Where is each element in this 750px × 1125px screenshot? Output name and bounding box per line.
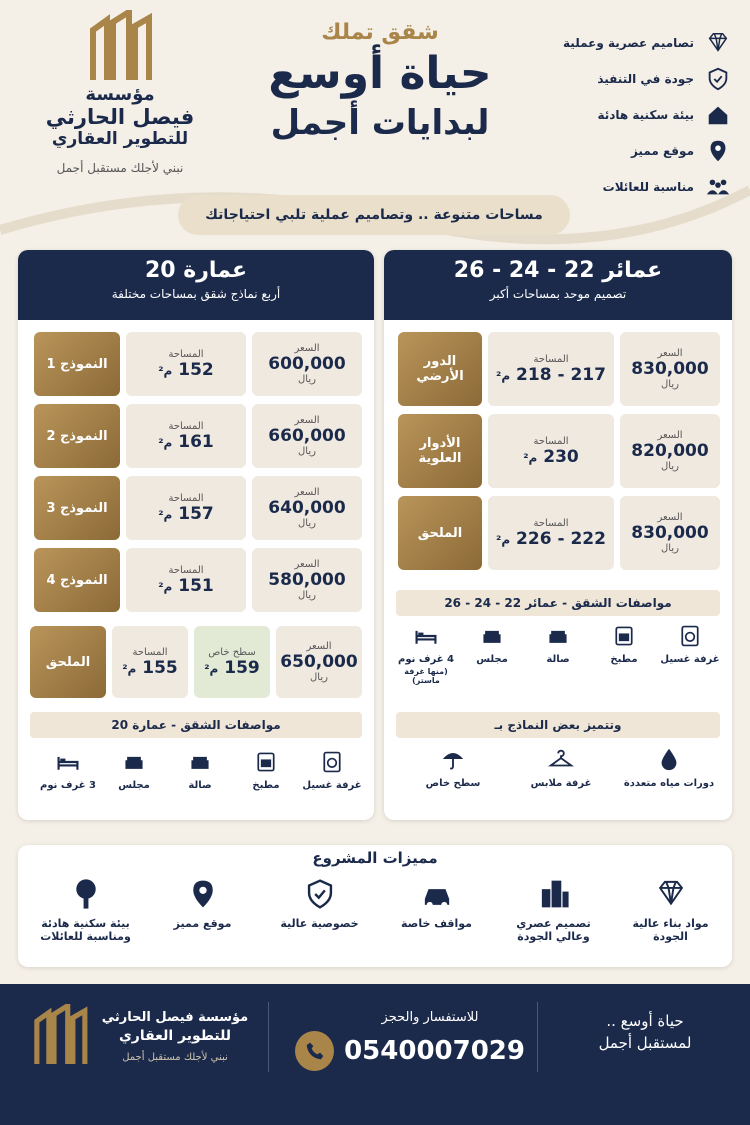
unit-label: م² [158, 363, 173, 378]
spec-item [170, 748, 230, 791]
area-label: المساحة [132, 646, 168, 658]
buildings-icon [537, 877, 571, 911]
project-feature [498, 875, 609, 943]
sofa-icon [188, 750, 212, 774]
location-pin-icon [705, 138, 731, 164]
floor-label: الدور الأرضي [398, 332, 482, 406]
apartment-row [398, 414, 720, 488]
umbrella-icon [440, 746, 466, 772]
feature-label: مناسبة للعائلات [602, 180, 694, 194]
diamond-icon [654, 877, 688, 911]
area-cell [488, 496, 614, 570]
apartment-row [34, 404, 362, 468]
diamond-icon [705, 30, 731, 56]
card-header [18, 250, 374, 320]
feature-item [502, 61, 732, 97]
area-label: المساحة [168, 564, 204, 576]
price-cell [620, 496, 720, 570]
company-tagline: نبني لأجلك مستقبل أجمل [122, 1052, 228, 1063]
features-list [502, 25, 732, 205]
card-subtitle: تصميم موحد بمساحات أكبر [489, 287, 627, 301]
currency-label: ريال [298, 446, 316, 457]
area-cell [126, 548, 246, 612]
currency-label: ريال [661, 379, 679, 390]
project-title: مميزات المشروع [312, 849, 438, 867]
extra-label: غرفة ملابس [530, 778, 592, 789]
project-feature-label: خصوصية عالية [280, 917, 359, 930]
price-value: 660,000 [268, 426, 346, 446]
phone-number[interactable]: 0540007029 [344, 1036, 525, 1066]
spec-item [396, 622, 456, 685]
spec-item [594, 622, 654, 665]
hanger-icon [548, 746, 574, 772]
feature-label: موقع مميز [630, 144, 694, 158]
spec-label: صالة [188, 780, 212, 791]
roof-cell [194, 626, 270, 698]
area-cell [112, 626, 188, 698]
logo-icon [85, 10, 155, 80]
sofa-icon [546, 624, 570, 648]
extras-title: وتتميز بعض النماذج بـ [396, 712, 720, 738]
area-label: المساحة [533, 353, 569, 365]
area-label: المساحة [168, 492, 204, 504]
price-cell [252, 476, 362, 540]
currency-label: ريال [310, 672, 328, 683]
spec-item [104, 748, 164, 791]
area-label: المساحة [533, 435, 569, 447]
project-feature-label: بيئة سكنية هادئة ومناسبة للعائلات [40, 917, 131, 943]
area-value: 155 [142, 657, 178, 678]
company-line2: للتطوير العقاري [118, 1028, 232, 1044]
footer-divider [537, 1002, 538, 1072]
apartment-row [398, 496, 720, 570]
washer-icon [320, 750, 344, 774]
area-cell [488, 332, 614, 406]
footer-divider [268, 1002, 269, 1072]
card-title: عمارة 20 [145, 258, 247, 283]
extra-feature [402, 746, 504, 789]
area-label: المساحة [168, 348, 204, 360]
headline-main: حياة أوسع [268, 48, 492, 99]
area-cell [488, 414, 614, 488]
area-value: 152 [178, 359, 214, 380]
headline-sub: لبدايات أجمل [270, 103, 490, 143]
headline-top: شقق تملك [321, 20, 439, 45]
extra-label: سطح خاص [425, 778, 481, 789]
spec-label: مطبخ [252, 780, 280, 791]
floor-label: الملحق [398, 496, 482, 570]
unit-label: م² [158, 435, 173, 450]
area-cell [126, 404, 246, 468]
project-feature [264, 875, 375, 930]
logo-tagline: نبني لأجلك مستقبل أجمل [56, 161, 184, 175]
apartment-row [34, 476, 362, 540]
currency-label: ريال [298, 590, 316, 601]
roof-label: سطح خاص [208, 646, 256, 658]
area-label: المساحة [533, 517, 569, 529]
sofa-icon [480, 624, 504, 648]
spec-label: 3 غرف نوم [40, 780, 96, 791]
area-value: 151 [178, 575, 214, 596]
project-features [18, 845, 732, 967]
feature-item [502, 25, 732, 61]
spec-label: 4 غرف نوم [398, 654, 454, 665]
currency-label: ريال [298, 374, 316, 385]
buildings-22-24-26-card [384, 250, 732, 820]
project-feature [615, 875, 726, 943]
model-label: النموذج 1 [34, 332, 120, 396]
water-drop-icon [656, 746, 682, 772]
location-pin-icon [186, 877, 220, 911]
annex-row [30, 626, 362, 698]
floor-label: الأدوار العلوية [398, 414, 482, 488]
price-label: السعر [294, 415, 320, 426]
project-feature-label: موقع مميز [173, 917, 232, 930]
spec-label: مطبخ [610, 654, 638, 665]
family-icon [705, 174, 731, 200]
card-title: عمائر 22 - 24 - 26 [453, 258, 663, 283]
price-value: 830,000 [631, 523, 709, 543]
apartment-row [34, 548, 362, 612]
model-label: النموذج 4 [34, 548, 120, 612]
price-label: السعر [294, 487, 320, 498]
annex-label: الملحق [30, 626, 106, 698]
apartment-row [34, 332, 362, 396]
feature-label: جودة في التنفيذ [597, 72, 694, 86]
specs-title: مواصفات الشقق - عمائر 22 - 24 - 26 [396, 590, 720, 616]
oven-icon [254, 750, 278, 774]
price-cell [252, 548, 362, 612]
price-value: 640,000 [268, 498, 346, 518]
spec-item [38, 748, 98, 791]
spec-item [528, 622, 588, 665]
apartment-row [398, 332, 720, 406]
logo-line2: فيصل الحارثي [45, 105, 195, 129]
area-value: 230 [543, 446, 579, 467]
area-cell [126, 332, 246, 396]
feature-label: تصاميم عصرية وعملية [563, 36, 694, 50]
price-label: السعر [294, 343, 320, 354]
project-feature-label: مواقف خاصة [401, 917, 472, 930]
contact-block [295, 1010, 525, 1071]
price-value: 830,000 [631, 359, 709, 379]
area-value: 157 [178, 503, 214, 524]
car-icon [420, 877, 454, 911]
project-feature [147, 875, 258, 930]
footer-slogan [590, 1012, 700, 1052]
price-cell [276, 626, 362, 698]
headline [235, 20, 525, 143]
spec-item [236, 748, 296, 791]
currency-label: ريال [298, 518, 316, 529]
feature-item [502, 97, 732, 133]
spec-label: غرفة غسيل [302, 780, 362, 791]
extra-feature [618, 746, 720, 789]
phone-icon[interactable] [295, 1031, 334, 1071]
unit-label: م² [122, 661, 137, 676]
price-cell [252, 332, 362, 396]
extra-label: دورات مياه متعددة [623, 778, 715, 789]
price-cell [252, 404, 362, 468]
specs-title: مواصفات الشقق - عمارة 20 [30, 712, 362, 738]
contact-label: للاستفسار والحجز [381, 1010, 479, 1025]
tagline-banner: مساحات متنوعة .. وتصاميم عملية تلبي احتياجاتك [178, 195, 570, 235]
shield-icon [705, 66, 731, 92]
spec-label: صالة [546, 654, 570, 665]
price-label: السعر [306, 641, 332, 652]
spec-label: مجلس [476, 654, 508, 665]
building-20-card [18, 250, 374, 820]
logo-icon [30, 1004, 90, 1064]
price-value: 600,000 [268, 354, 346, 374]
currency-label: ريال [661, 543, 679, 554]
area-value: 161 [178, 431, 214, 452]
model-label: النموذج 2 [34, 404, 120, 468]
washer-icon [678, 624, 702, 648]
bed-icon [414, 624, 438, 648]
logo [20, 10, 220, 175]
area-cell [126, 476, 246, 540]
card-header [384, 250, 732, 320]
slogan-line1: حياة أوسع .. [606, 1012, 684, 1030]
price-value: 820,000 [631, 441, 709, 461]
house-icon [705, 102, 731, 128]
sofa-icon [122, 750, 146, 774]
spec-note: (منها غرفة ماستر) [404, 667, 448, 685]
logo-line1: مؤسسة [85, 84, 155, 105]
project-feature [30, 875, 141, 943]
tree-icon [69, 877, 103, 911]
oven-icon [612, 624, 636, 648]
project-feature-label: تصميم عصري وعالي الجودة [516, 917, 591, 943]
price-label: السعر [657, 512, 683, 523]
area-label: المساحة [168, 420, 204, 432]
area-value: 222 - 226 [516, 528, 606, 549]
project-feature [381, 875, 492, 930]
area-value: 217 - 218 [516, 364, 606, 385]
price-label: السعر [657, 430, 683, 441]
company-line1: مؤسسة فيصل الحارثي [101, 1010, 249, 1025]
shield-check-icon [303, 877, 337, 911]
spec-item [462, 622, 522, 665]
feature-label: بيئة سكنية هادئة [597, 108, 694, 122]
slogan-line2: لمستقبل أجمل [598, 1034, 692, 1052]
unit-label: م² [204, 661, 219, 676]
roof-value: 159 [224, 657, 260, 678]
price-label: السعر [657, 348, 683, 359]
spec-label: مجلس [118, 780, 150, 791]
model-label: النموذج 3 [34, 476, 120, 540]
unit-label: م² [158, 579, 173, 594]
card-subtitle: أربع نماذج شقق بمساحات مختلفة [111, 287, 281, 301]
price-cell [620, 414, 720, 488]
feature-item [502, 133, 732, 169]
footer [0, 984, 750, 1125]
unit-label: م² [496, 368, 511, 383]
unit-label: م² [158, 507, 173, 522]
extra-feature [510, 746, 612, 789]
price-cell [620, 332, 720, 406]
project-feature-label: مواد بناء عالية الجودة [632, 917, 709, 943]
price-value: 650,000 [280, 652, 358, 672]
unit-label: م² [523, 450, 538, 465]
spec-item [660, 622, 720, 665]
spec-label: غرفة غسيل [660, 654, 720, 665]
unit-label: م² [496, 532, 511, 547]
currency-label: ريال [661, 461, 679, 472]
price-label: السعر [294, 559, 320, 570]
spec-item [302, 748, 362, 791]
logo-line3: للتطوير العقاري [51, 129, 189, 149]
bed-icon [56, 750, 80, 774]
price-value: 580,000 [268, 570, 346, 590]
